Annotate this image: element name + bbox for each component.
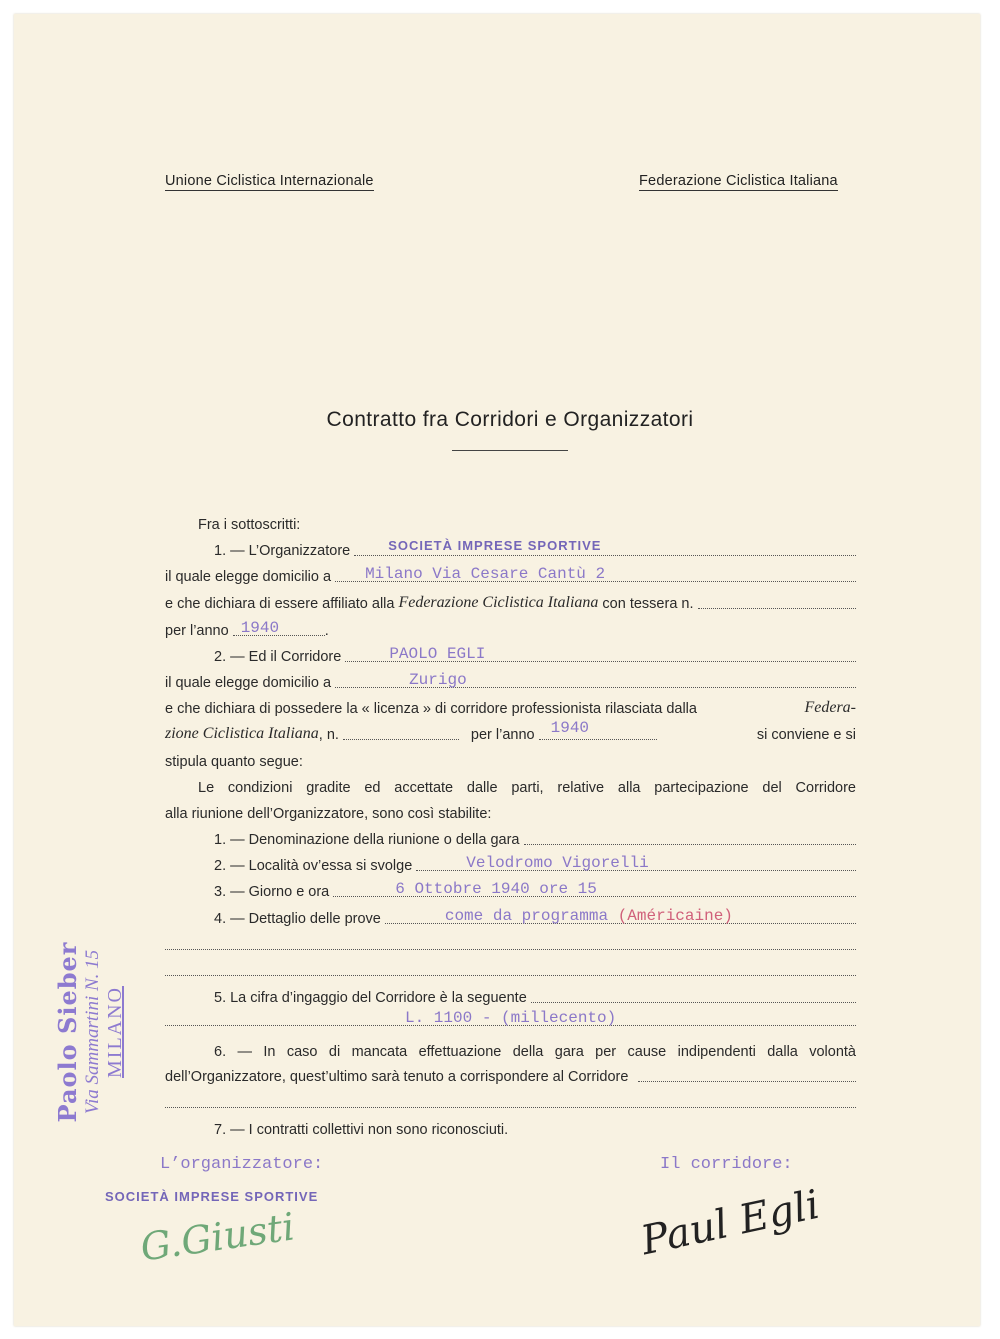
rider-signature: Paul Egli <box>637 1181 824 1265</box>
licence-number-field <box>343 723 459 740</box>
organizer-year-row: per l’anno 1940 . <box>165 619 329 639</box>
item-row <box>214 854 856 874</box>
licence-number-label: , n. <box>318 727 339 743</box>
tessera-label: con tessera n. <box>602 596 694 612</box>
organizer-stamp: SOCIETÀ IMPRESE SPORTIVE <box>105 1189 319 1204</box>
rider-year-value: 1940 <box>550 719 590 737</box>
organizer-domicile-value: Milano Via Cesare Cantù 2 <box>365 565 606 583</box>
blank-line <box>165 933 856 953</box>
tessera-field <box>698 592 857 609</box>
item-value: 6 Ottobre 1940 ore 15 <box>395 880 597 898</box>
fee-value: L. 1100 - (millecento) <box>405 1009 617 1027</box>
rider-signature-label: Il corridore: <box>660 1155 793 1174</box>
item-row <box>214 907 856 927</box>
intro <box>198 513 889 533</box>
organizer-domicile-row <box>165 565 856 585</box>
rider-value: PAOLO EGLI <box>389 645 486 663</box>
item-row <box>214 828 856 848</box>
fee-value-row <box>165 1009 856 1029</box>
item-label: 3. — Giorno e ora <box>214 884 330 900</box>
rider-domicile-value: Zurigo <box>409 671 467 689</box>
rider-domicile-row <box>165 671 856 691</box>
organizer-row <box>214 539 856 559</box>
clause6-text-2: dell’Organizzatore, quest’ultimo sarà tenuto a corrispondere al Corridore <box>165 1069 629 1085</box>
intro-text: Fra i sottoscritti: <box>198 517 301 533</box>
organizer-signature-label: L’organizzatore: <box>160 1155 324 1174</box>
organizer-value: SOCIETÀ IMPRESE SPORTIVE <box>388 538 602 553</box>
fee-label: 5. La cifra d’ingaggio del Corridore è la seguente <box>214 990 527 1006</box>
clause6-line2 <box>165 1065 856 1085</box>
rider-label: 2. — Ed il Corridore <box>214 649 342 665</box>
federation-name: Federazione Ciclistica Italiana <box>398 594 599 611</box>
rider-domicile-label: il quale elegge domicilio a <box>165 675 332 691</box>
conditions-line1 <box>198 776 856 796</box>
side-stamp <box>53 882 127 1182</box>
blank-line <box>165 1091 856 1111</box>
conditions-text-2: alla riunione dell’Organizzatore, sono così stabilite: <box>165 806 492 822</box>
organizer-domicile-label: il quale elegge domicilio a <box>165 569 332 585</box>
side-stamp-address: Via Sammartini N. 15 <box>82 949 103 1115</box>
side-stamp-city: MILANO <box>104 986 126 1078</box>
federation-b: zione Ciclistica Italiana <box>165 725 319 742</box>
item-row <box>214 880 856 900</box>
organizer-label: 1. — L’Organizzatore <box>214 543 351 559</box>
clause6-text-1: 6. — In caso di mancata effettuazione della gara per cause indipendenti dalla volontà <box>214 1044 856 1060</box>
conditions-text-1: Le condizioni gradite ed accettate dalle parti, relative alla partecipazione del Corridore <box>198 780 856 796</box>
item-label: 2. — Località ov’essa si svolge <box>214 858 413 874</box>
header-uci: Unione Ciclistica Internazionale <box>165 173 374 189</box>
clause6-line1 <box>214 1040 856 1060</box>
clause7 <box>214 1118 856 1138</box>
header-fci: Federazione Ciclistica Italiana <box>639 173 838 189</box>
document-title: Contratto fra Corridori e Organizzatori <box>326 408 694 431</box>
item-value: Velodromo Vigorelli <box>466 854 649 872</box>
blank-line <box>165 959 856 979</box>
item-label: 4. — Dettaglio delle prove <box>214 911 381 927</box>
title-rule <box>452 450 568 451</box>
item-value: come da programma <box>444 907 609 925</box>
affiliation-text: e che dichiara di essere affiliato alla <box>165 596 395 612</box>
organizer-signature: G.Giusti <box>137 1204 298 1270</box>
item-label: 1. — Denominazione della riunione o della gara <box>214 832 520 848</box>
organizer-year-value: 1940 <box>240 619 280 637</box>
fee-row <box>214 986 856 1006</box>
rider-row <box>214 645 856 665</box>
agree-text: si conviene e si <box>756 727 856 743</box>
licence-row <box>165 697 856 717</box>
rider-year-label: per l’anno <box>470 727 535 743</box>
affiliation-row <box>165 592 856 612</box>
side-stamp-name: Paolo Sieber <box>53 941 82 1123</box>
licence-number-row <box>165 719 856 743</box>
licence-text: e che dichiara di possedere la « licenza » di corridore professionista rilasciata dalla <box>165 701 697 717</box>
stipula-text: stipula quanto segue: <box>165 754 303 770</box>
stipula-row <box>165 750 856 770</box>
item-value-extra: (Américaine) <box>617 907 733 925</box>
federation-a: Federa- <box>804 699 856 716</box>
organizer-year-label: per l’anno <box>165 623 229 639</box>
conditions-line2 <box>165 802 856 822</box>
clause7-text: 7. — I contratti collettivi non sono riconosciuti. <box>214 1122 509 1138</box>
